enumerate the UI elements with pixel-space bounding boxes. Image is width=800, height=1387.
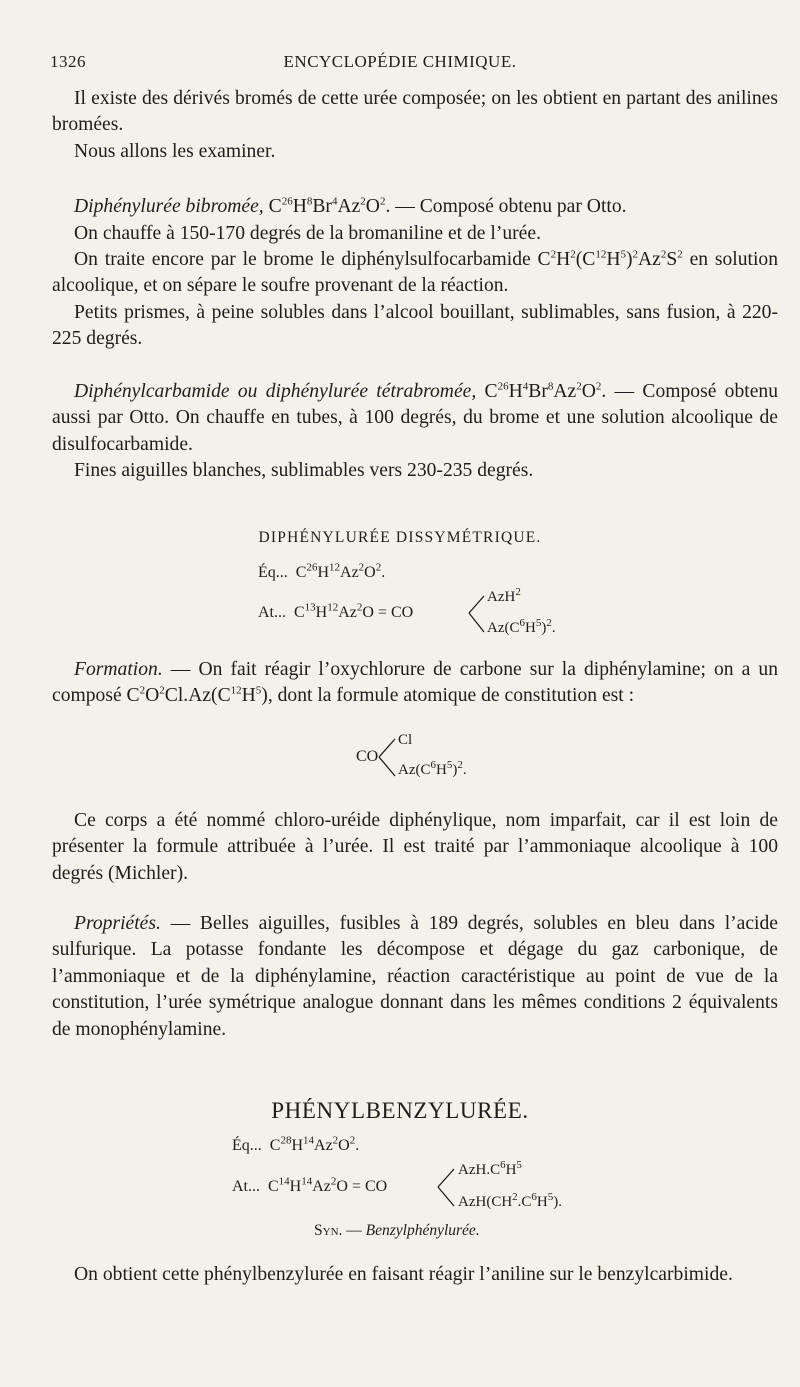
- syn-dash: —: [342, 1222, 366, 1239]
- co-branch-top: Cl: [398, 732, 413, 748]
- branch-bottom: $Az(C^6H^5)^2$.: [487, 617, 556, 636]
- syn-name: Benzylphénylurée.: [365, 1222, 480, 1239]
- eq-value: $C^{26}H^{12}Az^2O^2$.: [295, 561, 386, 581]
- branch-top: AzH$^2$: [487, 586, 521, 605]
- at-label: At...: [258, 604, 286, 621]
- eq-value-benzyl: $C^{28}H^{14}Az^2O^2$.: [269, 1134, 360, 1154]
- at-formula-benzyl: [232, 1175, 388, 1196]
- dibromo-method-1: On chauffe à 150-170 degrés de la bromaniline et de l’urée.: [74, 223, 541, 244]
- eq-label: Éq...: [258, 564, 288, 581]
- syn-label: Syn.: [314, 1222, 343, 1239]
- properties-text: — Belles aiguilles, fusibles à 189 degrés, solubles en bleu dans l’acide sulfurique. La potasse fondante les décompose et dégage du gaz carbonique, de l’ammoniaque et de la diphénylamine, réaction caractéristique au point de vue de la constitution, l’urée symétrique analogue donnant dans les mêmes conditions 2 équivalents de monophénylamine.: [52, 913, 778, 1040]
- formation-text: — On fait réagir l’oxychlorure de carbone sur la diphénylamine; on a un composé $C^2O^2Cl.Az(C^{12}H^5)$, dont la formule atomique de constitution est :: [52, 659, 778, 707]
- co-label: CO: [356, 748, 379, 765]
- final-paragraph: On obtient cette phénylbenzylurée en faisant réagir l’aniline sur le benzylcarbimide.: [74, 1264, 733, 1285]
- dibromo-method-2: On traite encore par le brome le diphénylsulfocarbamide $C^2H^2(C^{12}H^5)^2Az^2S^2$ en solution alcoolique, et on sépare le soufre provenant de la réaction.: [52, 248, 778, 297]
- running-title: ENCYCLOPÉDIE CHIMIQUE.: [283, 52, 517, 71]
- dibromo-paragraph: [52, 194, 778, 220]
- formation-label: Formation.: [74, 659, 163, 680]
- co-bracket: [377, 734, 399, 780]
- intro-paragraph: Il existe des dérivés bromés de cette urée composée; on les obtient en partant des anilines bromées.: [52, 88, 778, 136]
- properties-paragraph: [52, 911, 778, 1043]
- at-label-benzyl: At...: [232, 1178, 260, 1195]
- section-heading-phenylbenzyluree: PHÉNYLBENZYLURÉE.: [271, 1098, 529, 1123]
- tetrabromo-title: Diphénylcarbamide ou diphénylurée tétrabromée,: [74, 381, 477, 402]
- at-value-benzyl: $C^{14}H^{14}Az^2O$ = CO: [268, 1175, 388, 1195]
- eq-label-benzyl: Éq...: [232, 1137, 262, 1154]
- properties-label: Propriétés.: [74, 913, 161, 934]
- eq-formula-benzyl: [232, 1134, 360, 1155]
- dibromo-formula: $C^{26}H^8Br^4Az^2O^2$. — Composé obtenu par Otto.: [263, 195, 627, 217]
- benzyl-branch-top: $AzH.C^6H^5$: [458, 1159, 522, 1178]
- synonym-line: [314, 1222, 480, 1240]
- page-number: 1326: [50, 52, 86, 71]
- benzyl-branch-bottom: $AzH(CH^2.C^6H^5)$.: [458, 1191, 563, 1210]
- running-header: [50, 52, 750, 74]
- at-formula-dissym: [258, 601, 414, 622]
- chloro-paragraph: Ce corps a été nommé chloro-uréide diphénylique, nom imparfait, car il est loin de présenter la formule attribuée à l’urée. Il est traité par l’ammoniaque alcoolique à 100 degrés (Michler).: [52, 810, 778, 884]
- benzyl-bracket: [436, 1164, 458, 1210]
- tetrabromo-properties: Fines aiguilles blanches, sublimables vers 230-235 degrés.: [74, 460, 534, 481]
- section-heading-dissymetrique: DIPHÉNYLURÉE DISSYMÉTRIQUE.: [258, 529, 542, 546]
- tetrabromo-paragraph: [52, 379, 778, 458]
- eq-formula-dissym: [258, 561, 386, 582]
- tetrabromo-text: $C^{26}H^4Br^8Az^2O^2$. — Composé obtenu aussi par Otto. On chauffe en tubes, à 100 degrés, du brome et une solution alcoolique de disulfocarbamide.: [52, 380, 779, 455]
- dibromo-properties: Petits prismes, à peine solubles dans l’alcool bouillant, sublimables, sans fusion, à 220-225 degrés.: [52, 302, 778, 350]
- co-branch-bottom: $Az(C^6H^5)^2$.: [398, 759, 467, 778]
- intro-paragraph-2: Nous allons les examiner.: [74, 141, 276, 162]
- at-value: $C^{13}H^{12}Az^2O$ = CO: [294, 601, 414, 621]
- dibromo-title: Diphénylurée bibromée,: [74, 196, 264, 217]
- formation-paragraph: [52, 657, 778, 710]
- structure-bracket: [467, 592, 487, 636]
